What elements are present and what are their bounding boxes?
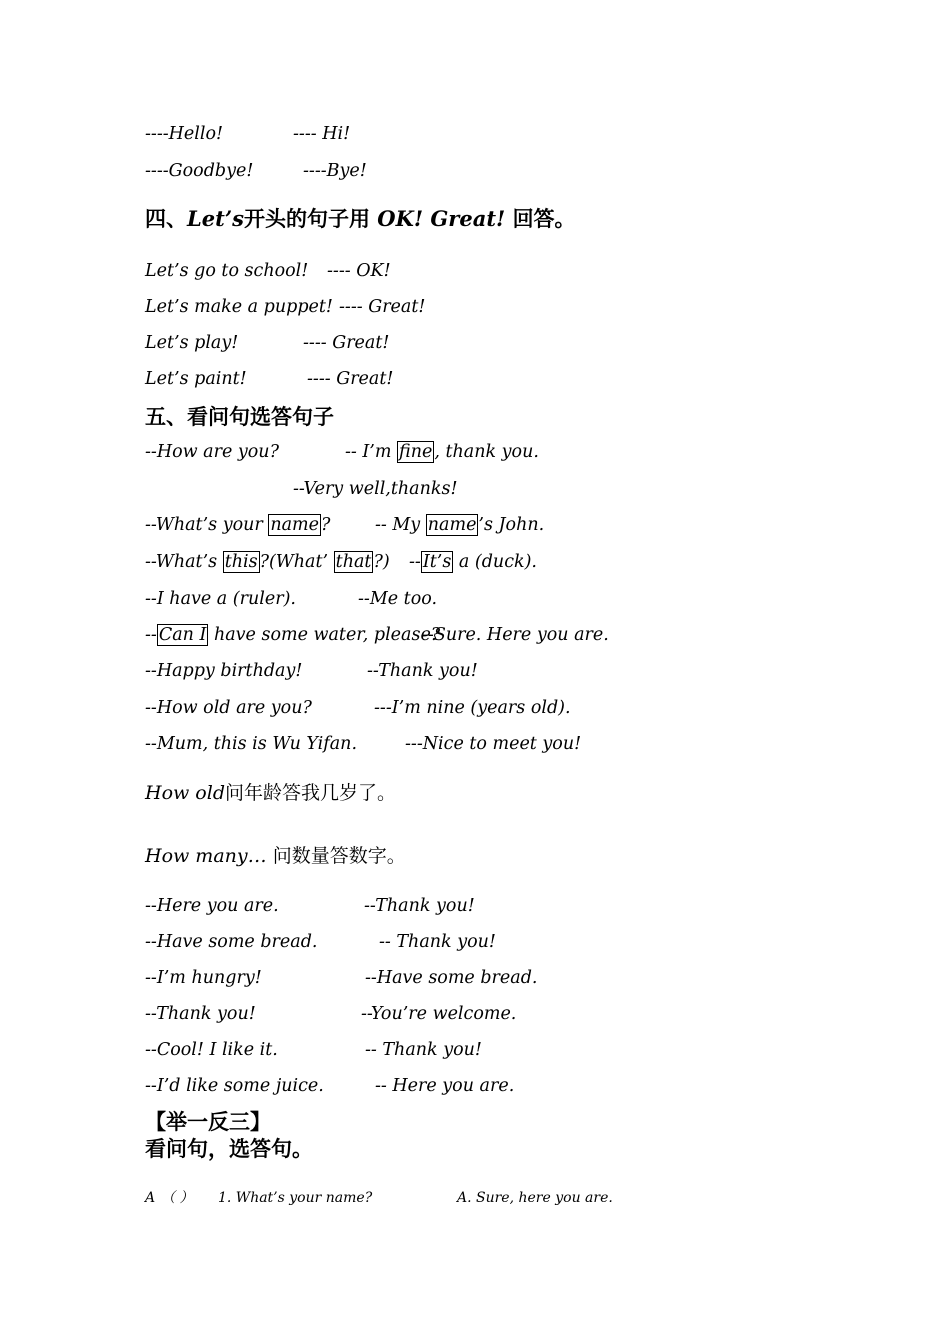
boxed-word: Can I [158, 625, 207, 645]
qa-question: --How are you? [145, 442, 279, 462]
qa-answer: --Sure. Here you are. [422, 625, 609, 645]
note-how-many-cn: 问数量答数字。 [272, 845, 406, 867]
qa-question: --Mum, this is Wu Yifan. [145, 734, 358, 754]
greeting-answer: ---- Hi! [293, 124, 351, 144]
qa-question: --What’s your name ? [145, 515, 331, 535]
boxed-word: that [335, 552, 372, 572]
dialog-question: --I’m hungry! [145, 968, 262, 988]
lets-question: Let’s paint! [145, 369, 247, 389]
note-how-old [145, 780, 396, 806]
dialog-question: --Thank you! [145, 1004, 256, 1024]
section-4-prefix: 四、 [145, 207, 187, 231]
greeting-question: ----Goodbye! [145, 161, 254, 181]
dialog-answer: -- Thank you! [365, 1040, 482, 1060]
dialog-answer: --Have some bread. [365, 968, 538, 988]
practice-option-a: A. Sure, here you are. [457, 1190, 613, 1206]
lets-answer: ---- Great! [303, 333, 390, 353]
qa-answer: ---Nice to meet you! [405, 734, 582, 754]
qa-answer: -- It’s a (duck). [409, 552, 537, 572]
section-4-heading [145, 205, 576, 233]
qa-question: --Happy birthday! [145, 661, 303, 681]
boxed-word: this [224, 552, 258, 572]
practice-title: 看问句，选答句。 [145, 1137, 313, 1161]
qa-answer: --Very well,thanks! [293, 479, 458, 499]
lets-question: Let’s go to school! [145, 261, 309, 281]
dialog-question: --Cool! I like it. [145, 1040, 278, 1060]
section-4-lets: Let’s [187, 206, 244, 231]
qa-answer: --Me too. [358, 589, 438, 609]
practice-question-text: 1. What’s your name? [218, 1190, 373, 1206]
answer-bracket[interactable]: （ ） [161, 1190, 194, 1206]
section-4-suffix: 回答。 [512, 207, 576, 231]
dialog-answer: -- Thank you! [379, 932, 496, 952]
lets-answer: ---- OK! [327, 261, 391, 281]
qa-answer: --Thank you! [367, 661, 478, 681]
qa-question: --How old are you? [145, 698, 312, 718]
dialog-question: --Have some bread. [145, 932, 318, 952]
greeting-answer: ----Bye! [303, 161, 367, 181]
lets-question: Let’s play! [145, 333, 239, 353]
boxed-word: name [270, 515, 319, 535]
lets-answer: ---- Great! [307, 369, 394, 389]
greeting-question: ----Hello! [145, 124, 224, 144]
qa-answer: -- I’m fine , thank you. [345, 442, 539, 462]
boxed-word: fine [399, 442, 433, 462]
note-how-old-en: How old [145, 782, 225, 804]
note-how-old-cn: 问年龄答我几岁了。 [225, 782, 397, 804]
section-4-ok: OK! Great! [377, 206, 506, 231]
dialog-answer: -- Here you are. [375, 1076, 515, 1096]
practice-bracket-title: 【举一反三】 [145, 1110, 271, 1134]
boxed-word: It’s [422, 552, 452, 572]
lets-question: Let’s make a puppet! [145, 297, 333, 317]
dialog-answer: --Thank you! [364, 896, 475, 916]
practice-answer-letter: A [145, 1190, 156, 1206]
lets-answer: ---- Great! [339, 297, 426, 317]
dialog-question: --Here you are. [145, 896, 279, 916]
qa-answer: -- My name ’s John. [375, 515, 545, 535]
section-4-mid: 开头的句子用 [243, 207, 370, 231]
dialog-question: --I’d like some juice. [145, 1076, 324, 1096]
qa-question: --I have a (ruler). [145, 589, 296, 609]
qa-answer: ---I’m nine (years old). [374, 698, 571, 718]
section-5-heading: 五、看问句选答句子 [145, 405, 334, 429]
boxed-word: name [427, 515, 477, 535]
qa-question: -- Can I have some water, please? [145, 625, 441, 645]
qa-question: --What’s this ?(What’ that ?) [145, 552, 390, 572]
note-how-many-en: How many… [145, 845, 267, 867]
dialog-answer: --You’re welcome. [361, 1004, 517, 1024]
note-how-many [145, 843, 406, 869]
